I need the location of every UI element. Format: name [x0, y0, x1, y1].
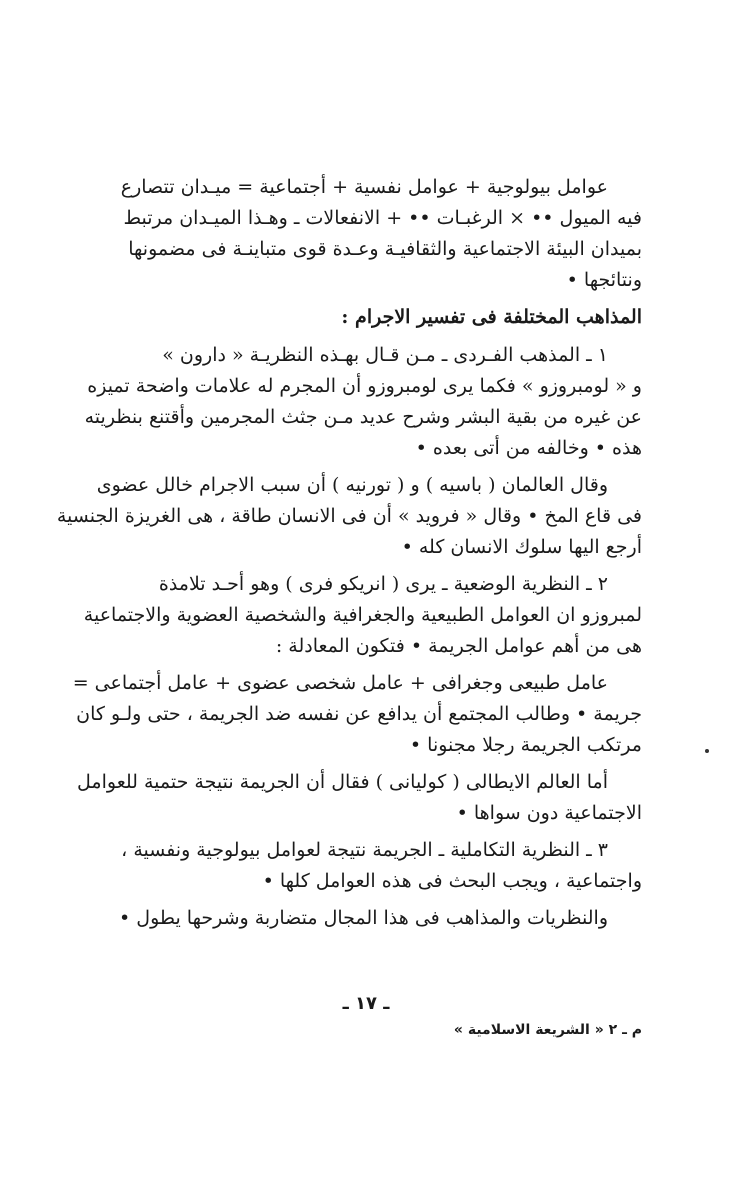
paragraph-italian-scientist [77, 767, 642, 829]
paragraph-scientists [56, 470, 642, 563]
text-line: هى من أهم عوامل الجريمة • فتكون المعادلة : [275, 635, 642, 657]
paragraph-crime-equation [72, 668, 642, 761]
text-line: أرجع اليها سلوك الانسان كله • [401, 536, 642, 558]
page-number: ـ ١٧ ـ [342, 993, 390, 1014]
paragraph-integrative-theory [96, 835, 642, 897]
text-line: بميدان البيئة الاجتماعية والثقافيـة وعـدة قوى متباينـة فى مضمونها [128, 238, 642, 260]
paragraph-positivist-theory [83, 569, 642, 662]
text-line: فى قاع المخ • وقال « فرويد » أن فى الانسان طاقة ، هى الغريزة الجنسية [56, 505, 642, 527]
text-line: فيه الميول •• × الرغبـات •• + الانفعالات ـ وهـذا الميـدان مرتبط [123, 207, 642, 229]
text-line: و « لومبروزو » فكما يرى لومبروزو أن المجرم له علامات واضحة تميزه [87, 375, 642, 397]
text-line: ونتائجها • [566, 269, 642, 291]
text-line: مرتكب الجريمة رجلا مجنونا • [409, 734, 642, 756]
text-line: ٢ ـ النظرية الوضعية ـ يرى ( انريكو فرى ) وهو أحـد تلامذة [158, 573, 608, 595]
body-text [56, 166, 642, 934]
paragraph-conclusion [96, 903, 642, 934]
paragraph-equation-intro [96, 172, 642, 296]
text-line: عامل طبيعى وجغرافى + عامل شخصى عضوى + عامل أجتماعى = [72, 672, 608, 694]
text-line: واجتماعية ، ويجب البحث فى هذه العوامل كلها • [262, 870, 642, 892]
margin-dot [705, 749, 709, 753]
text-line: جريمة • وطالب المجتمع أن يدافع عن نفسه ضد الجريمة ، حتى ولـو كان [76, 703, 642, 725]
text-line: وقال العالمان ( باسيه ) و ( تورنيه ) أن سبب الاجرام خالل عضوى [96, 474, 608, 496]
paragraph-individual-school [84, 340, 642, 464]
text-line: عوامل بيولوجية + عوامل نفسية + أجتماعية = ميـدان تتصارع [120, 176, 608, 198]
section-heading: المذاهب المختلفة فى تفسير الاجرام : [341, 306, 642, 328]
text-line: الاجتماعية دون سواها • [456, 802, 642, 824]
text-line: ١ ـ المذهب الفـردى ـ مـن قـال بهـذه النظريـة « دارون » [162, 344, 608, 366]
footer-signature: م ـ ٢ « الشريعة الاسلامية » [453, 1022, 642, 1038]
text-line: أما العالم الايطالى ( كوليانى ) فقال أن الجريمة نتيجة حتمية للعوامل [77, 771, 608, 793]
text-line: ٣ ـ النظرية التكاملية ـ الجريمة نتيجة لعوامل بيولوجية ونفسية ، [121, 839, 608, 861]
text-line: والنظريات والمذاهب فى هذا المجال متضاربة وشرحها يطول • [119, 907, 608, 929]
text-line: هذه • وخالفه من أتى بعده • [415, 437, 642, 459]
text-line: عن غيره من بقية البشر وشرح عديد مـن جثث المجرمين وأقتنع بنظريته [84, 406, 642, 428]
text-line: لمبروزو ان العوامل الطبيعية والجغرافية والشخصية العضوية والاجتماعية [83, 604, 642, 626]
